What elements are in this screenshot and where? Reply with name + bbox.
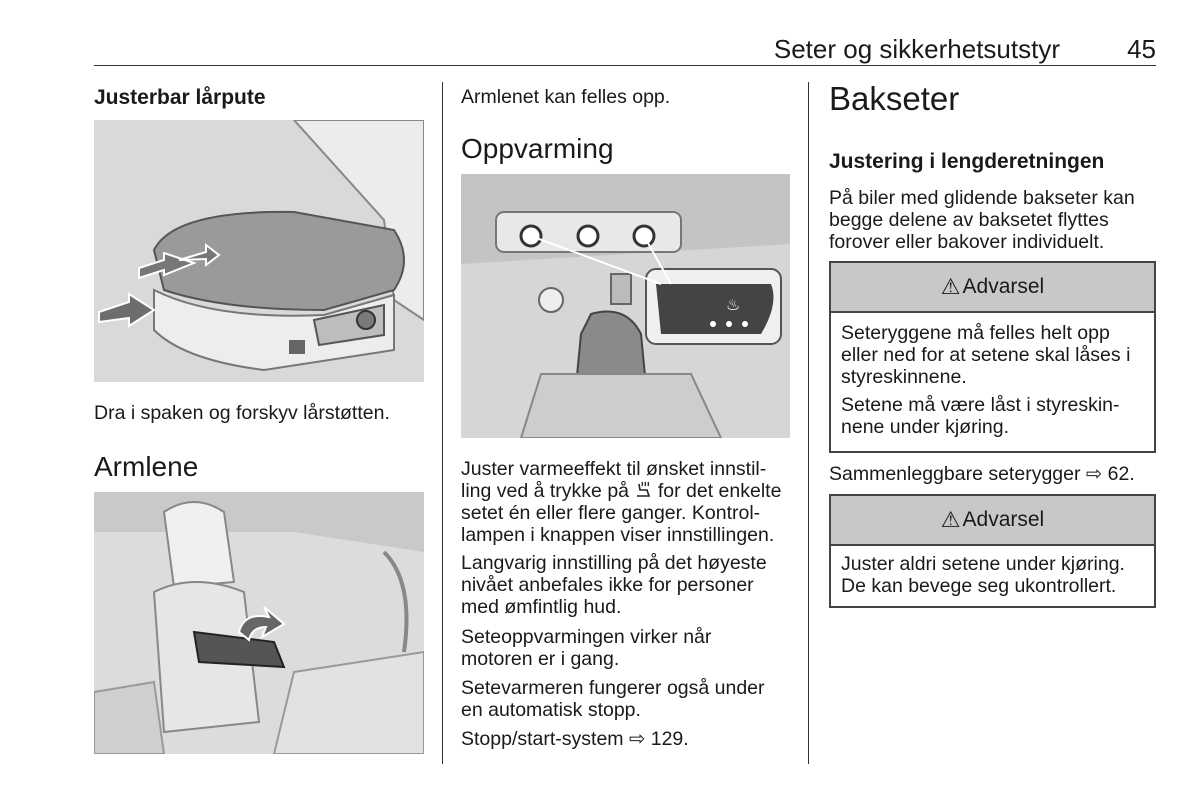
heating-para-3: Seteoppvarmingen virker når motoren er i gang.: [461, 626, 712, 670]
warning-box-locking: [829, 261, 1156, 453]
thigh-support-instruction: Dra i spaken og forskyv lårstøtten.: [94, 402, 390, 424]
seat-heating-illustration: [461, 174, 790, 438]
armrest-fold-text: Armlenet kan felles opp.: [461, 86, 671, 108]
page-number: 45: [1127, 34, 1156, 64]
warning-body: Seteryggene må felles helt opp eller ned for at setene skal låses i styreskinnene. Setene må være låst i styreskin- nene under kjøring.: [841, 322, 1131, 438]
warning-header: ⚠ Advarsel: [831, 496, 1154, 546]
section-title-rear-seats: Bakseter: [829, 80, 960, 117]
warning-header: ⚠ Advarsel: [831, 263, 1154, 313]
rear-seat-intro: På biler med glidende bakseter kan begge delene av baksetet flyttes forover eller bakover individuelt.: [829, 187, 1135, 253]
warning-triangle-icon: ⚠: [940, 274, 961, 299]
foldable-backrests-reference[interactable]: Sammenleggbare seterygger ⇨ 62.: [829, 463, 1135, 485]
seat-heating-icon: [634, 481, 652, 499]
subheading-longitudinal-adjustment: Justering i lengderetningen: [829, 150, 1105, 173]
header-divider: [94, 65, 1156, 66]
section-heading-heating: Oppvarming: [461, 133, 614, 164]
warning-box-driving: [829, 494, 1156, 608]
heating-para-1: Juster varmeeffekt til ønsket innstil- ling ved å trykke på for det enkelte setet én eller flere ganger. Kontrol- lampen i knappen viser innstillingen.: [461, 458, 782, 546]
reference-arrow-icon: ⇨: [1085, 463, 1103, 485]
thigh-support-illustration: [94, 120, 424, 382]
column-divider-left: [442, 82, 443, 764]
section-heading-armrest: Armlene: [94, 451, 199, 482]
reference-arrow-icon: ⇨: [628, 728, 646, 750]
page-header-title: Seter og sikkerhetsutstyr: [773, 34, 1060, 64]
stop-start-reference[interactable]: Stopp/start-system ⇨ 129.: [461, 728, 689, 750]
warning-body: Juster aldri setene under kjøring. De kan bevege seg ukontrollert.: [841, 553, 1125, 597]
heating-para-4: Setevarmeren fungerer også under en automatisk stopp.: [461, 677, 765, 721]
section-heading-thigh-support: Justerbar lårpute: [94, 86, 266, 109]
svg-text:♨: ♨: [726, 295, 741, 314]
warning-triangle-icon: ⚠: [940, 507, 961, 532]
column-divider-right: [808, 82, 809, 764]
heating-para-2: Langvarig innstilling på det høyeste nivået anbefales ikke for personer med ømfintlig hud.: [461, 552, 767, 618]
armrest-illustration: [94, 492, 424, 754]
